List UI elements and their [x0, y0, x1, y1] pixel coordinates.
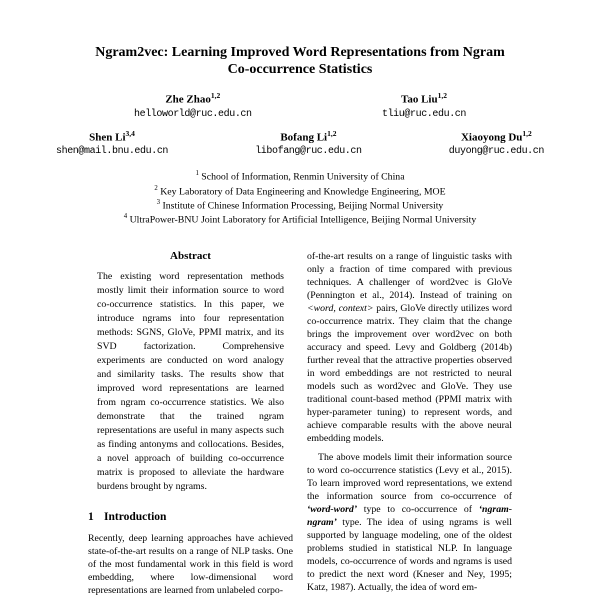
author-shen-li [56, 129, 168, 158]
author-email: tliu@ruc.edu.cn [381, 108, 466, 120]
author-email: shen@mail.bnu.edu.cn [56, 146, 169, 158]
authors-row-1 [88, 91, 512, 120]
abstract-heading: Abstract [170, 250, 211, 263]
intro-paragraph: Recently, deep learning approaches have achieved state-of-the-art results on a range of NLP tasks. One of the most fundamental work in this field is word embedding, where low-dimensional word representations are learned from unlabeled corpo- [88, 533, 293, 597]
paper-title-line2: Co-occurrence Statistics [227, 62, 373, 78]
author-name: Zhe Zhao$^{1,2}$ [165, 91, 221, 106]
right-paragraph-2 [307, 451, 512, 594]
text-segment-italic: <word, context> [307, 303, 374, 315]
section-heading-introduction [88, 511, 293, 523]
author-name: Bofang Li$^{1,2}$ [280, 128, 337, 144]
paper-title [88, 44, 512, 78]
author-email: helloworld@ruc.edu.cn [134, 108, 252, 120]
text-segment-bold-italic: ‘ngram-ngram’ [307, 504, 512, 529]
affiliations [88, 170, 512, 227]
author-name: Xiaoyong Du$^{1,2}$ [460, 128, 532, 144]
author-affil-sup: 3,4 [125, 128, 135, 138]
abstract-text: The existing word representation methods mostly limit their information source to word co-occurrence statistics. In this paper, we introduce ngrams into four representation methods: SGNS, GloVe, PPMI matrix, and its SVD factorization. Comprehensive experiments are conducted on word analogy and similarity tasks. The results show that improved word representations are learned from ngram co-occurrence statistics. We also demonstrate that the trained ngram representations are useful in many aspects such as finding antonyms and collocations. Besides, a novel approach of building co-occurrence matrix is proposed to alleviate the hardware burdens brought by ngrams. [97, 271, 284, 493]
affiliation-line [88, 170, 512, 184]
author-name: Tao Liu$^{1,2}$ [401, 91, 447, 106]
author-affil-sup: 1,2 [437, 91, 447, 101]
right-column [307, 250, 512, 594]
affiliation-sup: 4 [123, 213, 128, 221]
author-tao-liu [382, 91, 466, 120]
author-zhe-zhao [134, 91, 252, 120]
text-segment: The above models limit their information source to word co-occurrence statistics (Levy et al., 2015). To learn improved word representations, we extend the information source from co-occurrence of [307, 452, 512, 503]
affiliation-text: Key Laboratory of Data Engineering and Knowledge Engineering, MOE [160, 185, 446, 197]
author-xiaoyong-du [449, 129, 544, 158]
author-affil-sup: 1,2 [327, 128, 337, 138]
text-segment: of-the-art results on a range of linguistic tasks with only a fraction of time compared with previous techniques. A challenger of word2vec is GloVe (Pennington et al., 2014). Instead of training on [307, 251, 512, 302]
author-affil-sup: 1,2 [210, 91, 221, 101]
left-column [88, 250, 293, 597]
paper-title-line1: Ngram2vec: Learning Improved Word Representations from Ngram [95, 45, 505, 60]
affiliation-sup: 1 [195, 170, 199, 178]
authors-row-2 [56, 129, 544, 158]
text-segment: type. The idea of using ngrams is well supported by language modeling, one of the oldest problems studied in statistical NLP. In language models, co-occurrence of words and ngrams is used to predict the next word (Kneser and Ney, 1995; Katz, 1987). Actually, the idea of word em- [307, 517, 512, 594]
author-name: Shen Li$^{3,4}$ [89, 128, 135, 144]
affiliation-line [88, 185, 512, 199]
right-paragraph-1 [307, 250, 512, 445]
author-email: duyong@ruc.edu.cn [448, 146, 544, 158]
affiliation-line [88, 199, 512, 213]
author-email: libofang@ruc.edu.cn [255, 146, 362, 158]
text-segment: pairs, GloVe directly utilizes word co-occurrence matrix. They claim that the change brings the improvement over word2vec on both accuracy and speed. Levy and Goldberg (2014b) further reveal that the attractive properties observed in word embeddings are not restricted to neural models such as word2vec and GloVe. They use traditional count-based method (PPMI matrix with hyper-parameter tuning) to represent words, and achieve comparable results with the above neural embedding models. [307, 303, 512, 445]
text-segment: type to co-occurrence of [357, 504, 479, 516]
text-segment-bold-italic: ‘word-word’ [307, 504, 358, 516]
section-number: 1 [88, 511, 94, 524]
section-title: Introduction [104, 511, 167, 524]
affiliation-text: School of Information, Renmin University of China [201, 171, 405, 183]
author-affil-sup: 1,2 [522, 128, 532, 138]
affiliation-line [88, 213, 512, 227]
author-bofang-li [255, 129, 361, 158]
affiliation-sup: 2 [154, 184, 158, 192]
affiliation-text: UltraPower-BNU Joint Laboratory for Artificial Intelligence, Beijing Normal University [129, 214, 477, 226]
two-column-body [88, 250, 512, 597]
affiliation-text: Institute of Chinese Information Processing, Beijing Normal University [162, 200, 444, 212]
affiliation-sup: 3 [156, 198, 161, 206]
